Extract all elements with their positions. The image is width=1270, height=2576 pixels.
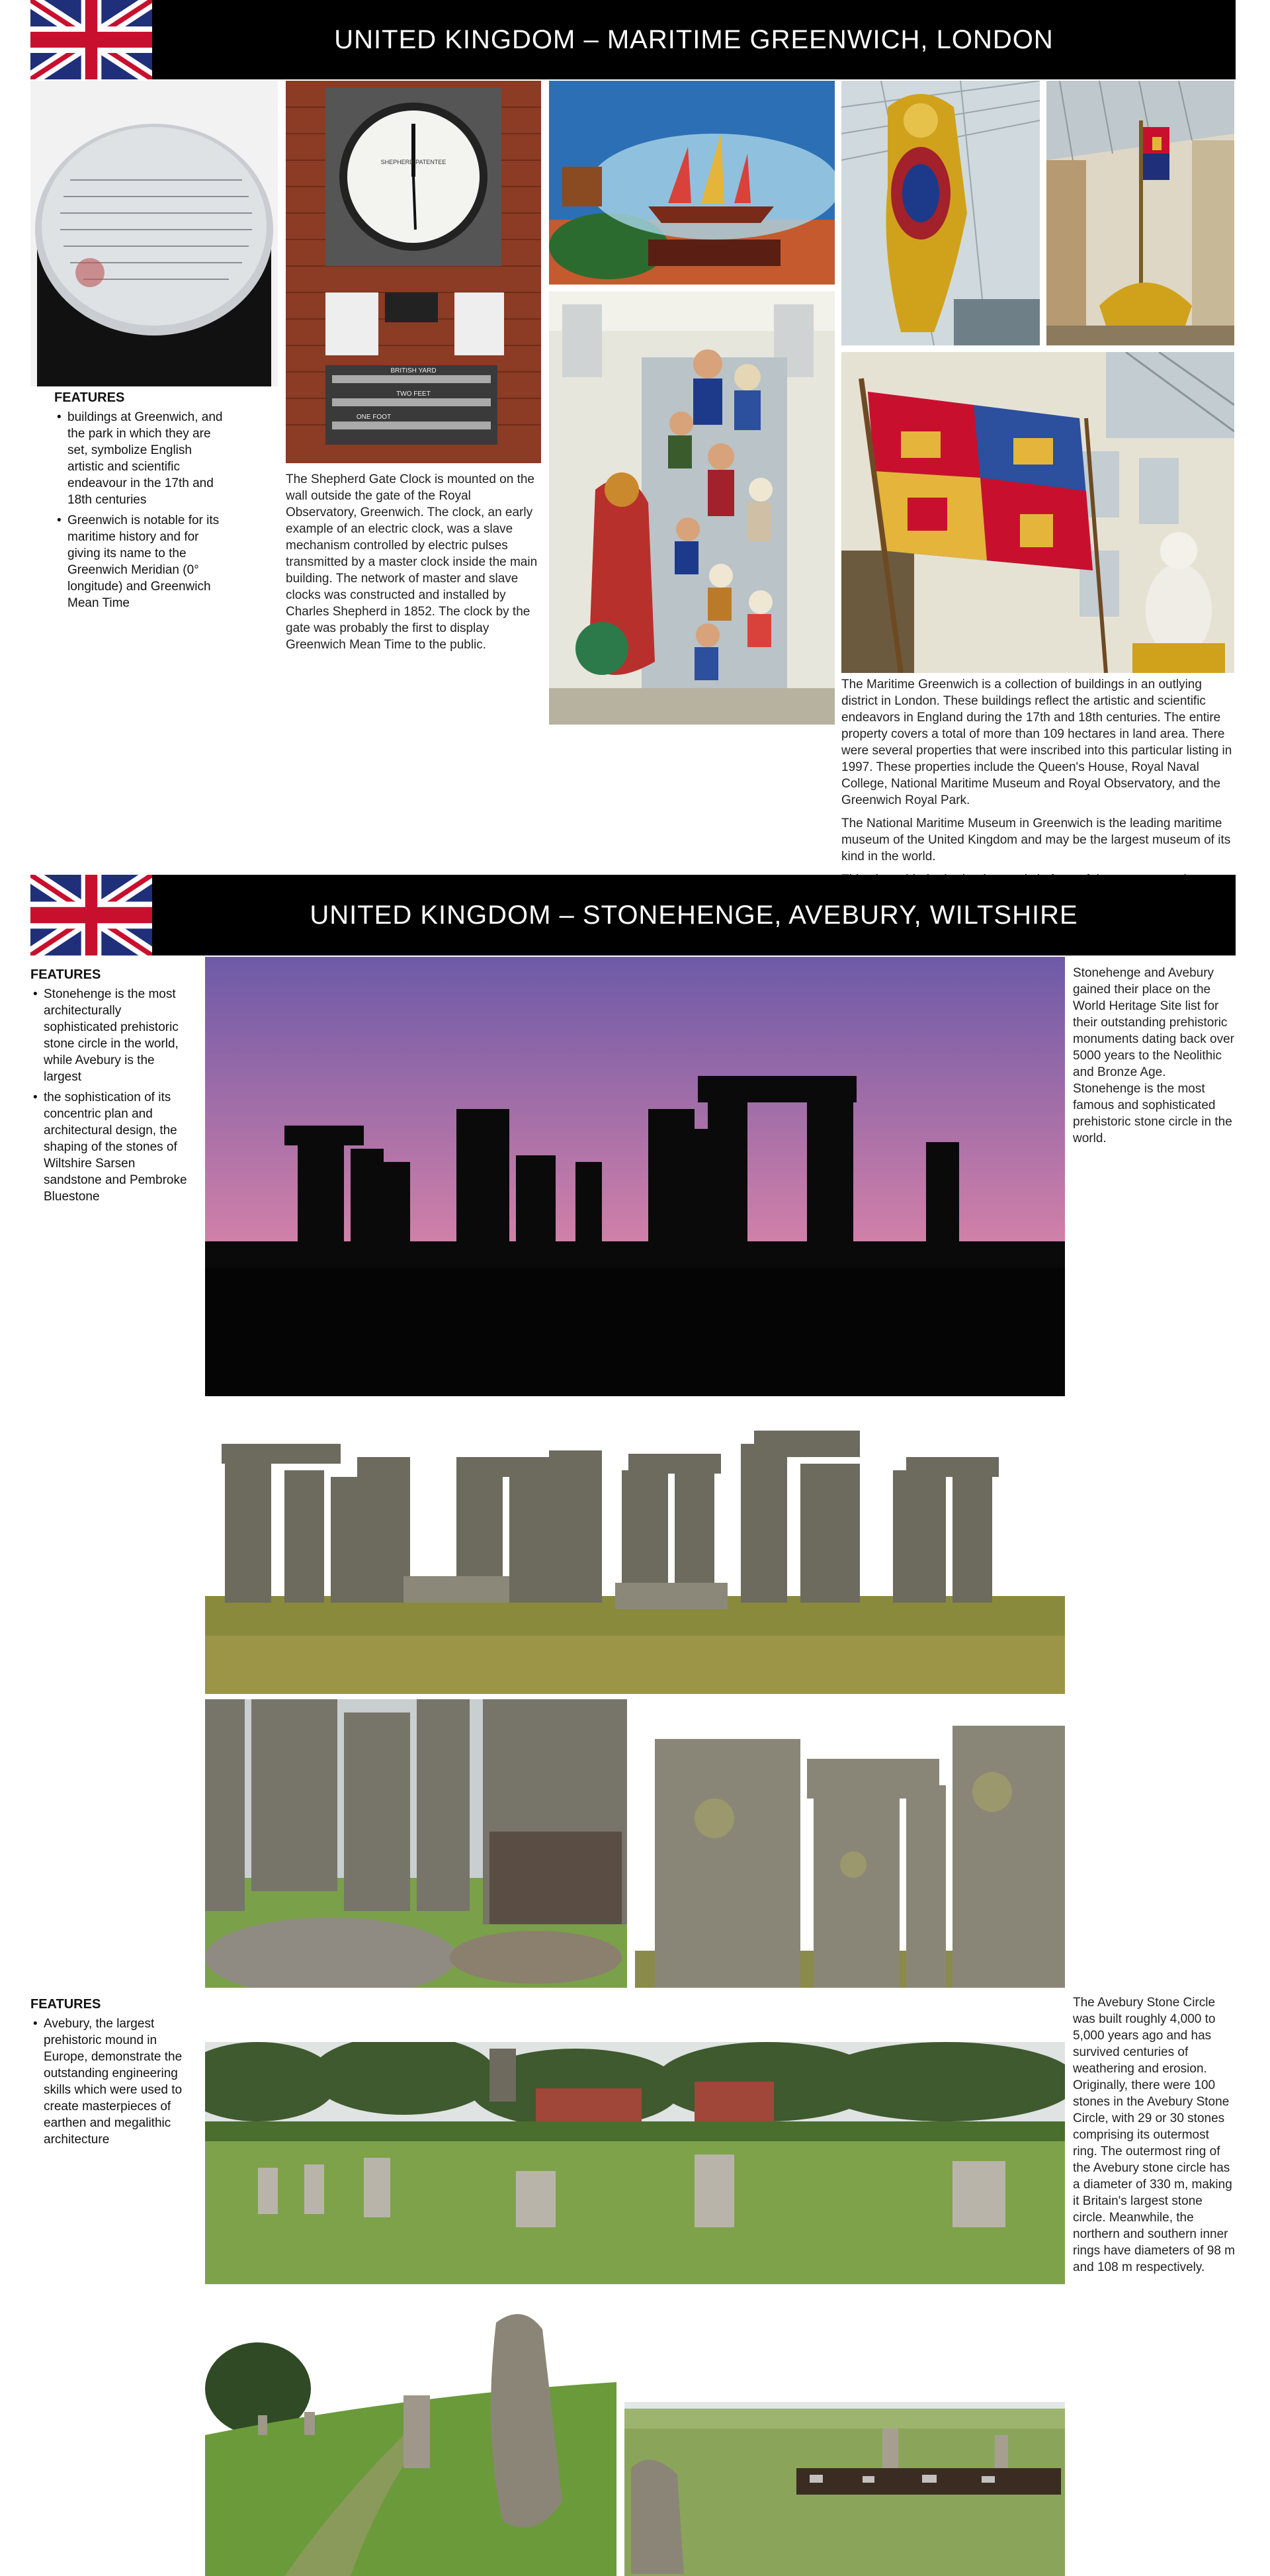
gallery-banner-photo xyxy=(1046,81,1234,345)
clock-two-feet-label: TWO FEET xyxy=(396,390,431,398)
avebury-avenue-photo xyxy=(205,2303,616,2576)
museum-paragraph: The Maritime Greenwich is a collection of buildings in an outlying district in London. These buildings reflect the artistic and scientific endeavors in England during the 17th and 18th centuries. The entire property covers a total of more than 109 hectares in land area. There were several properties that were inscribed into this particular listing in 1997. These properties include the Queen's House, Royal Naval College, National Maritime Museum and Royal Observatory, and the Greenwich Royal Park. xyxy=(841,678,1232,807)
stonehenge-closeup-left-photo xyxy=(205,1699,627,1988)
ship-in-bottle-photo xyxy=(549,81,835,285)
stonehenge-closeup-right-photo xyxy=(635,1699,1065,1988)
figureheads-wall-photo xyxy=(549,291,835,725)
greenwich-features xyxy=(54,389,226,615)
feature-item: • the sophistication of its concentric plan and architectural design, the shaping of the stones of Wiltshire Sarsen sandstone and Pembroke Bluestone xyxy=(44,1089,189,1205)
sundial-plaque-photo xyxy=(30,81,278,386)
museum-paragraph: The National Maritime Museum in Greenwich is the leading maritime museum of the United Kingdom and may be the largest museum of its kind in the world. xyxy=(841,817,1231,864)
stonehenge-panorama-photo xyxy=(205,1417,1065,1694)
stonehenge-features xyxy=(30,966,189,1209)
avebury-features xyxy=(30,1996,196,2152)
shepherd-gate-clock-photo xyxy=(286,81,541,463)
section-title-stonehenge xyxy=(152,875,1236,955)
features-heading: FEATURES xyxy=(30,1997,101,2012)
avebury-village-photo xyxy=(205,2042,1065,2284)
feature-item: • Stonehenge is the most architecturally sophisticated prehistoric stone circle in the world, while Avebury is the largest xyxy=(44,986,189,1085)
features-heading: FEATURES xyxy=(30,967,101,982)
feature-item: • Avebury, the largest prehistoric mound in Europe, demonstrate the outstanding engineering skills which were used to create masterpieces of earthen and megalithic architecture xyxy=(44,2016,196,2148)
clock-dial-label: SHEPHERD PATENTEE xyxy=(380,159,446,165)
feature-item: • buildings at Greenwich, and the park in which they are set, symbolize English artistic and scientific endeavour in the 17th and 18th centuries xyxy=(67,409,226,508)
shepherd-clock-caption: The Shepherd Gate Clock is mounted on the wall outside the gate of the Royal Observatory, Greenwich. The clock, an early example of an electric clock, was a slave mechanism controlled by electric pulses transmitted by a master clock inside the main building. The network of master and slave clocks was constructed and installed by Charles Shepherd in 1852. The clock by the gate was probably the first to display Greenwich Mean Time to the public. xyxy=(286,472,538,652)
royal-standard-photo xyxy=(841,352,1234,673)
features-heading: FEATURES xyxy=(54,390,125,405)
stonehenge-description: Stonehenge and Avebury gained their place on the World Heritage Site list for their outstanding prehistoric monuments dating back over 5000 years to the Neolithic and Bronze Age. Stonehenge is the most famous and sophisticated prehistoric stone circle in the world. xyxy=(1073,966,1234,1145)
avebury-description: The Avebury Stone Circle was built roughly 4,000 to 5,000 years ago and has survived centuries of weathering and erosion. Originally, there were 100 stones in the Avebury Stone Circle, with 29 or 30 stones comprising its outermost ring. The outermost ring of the Avebury stone circle has a diameter of 330 m, making it Britain's largest stone circle. Meanwhile, the northern and southern inner rings have diameters of 98 m and 108 m respectively. xyxy=(1073,1996,1236,2274)
stonehenge-sunset-photo xyxy=(205,957,1065,1396)
section-title-greenwich xyxy=(152,0,1236,79)
section-title-text: UNITED KINGDOM – STONEHENGE, AVEBURY, WILTSHIRE xyxy=(310,900,1078,930)
uk-flag-icon xyxy=(30,875,152,955)
clock-british-yard-label: BRITISH YARD xyxy=(390,367,437,375)
section-title-text: UNITED KINGDOM – MARITIME GREENWICH, LONDON xyxy=(334,24,1054,54)
feature-item: • Greenwich is notable for its maritime history and for giving its name to the Greenwich Meridian (0° longitude) and Greenwich Mean Time xyxy=(67,512,226,611)
uk-flag-icon xyxy=(30,0,152,79)
clock-one-foot-label: ONE FOOT xyxy=(356,414,392,421)
avebury-cattle-photo xyxy=(624,2402,1065,2576)
gilded-carving-photo xyxy=(841,81,1040,345)
